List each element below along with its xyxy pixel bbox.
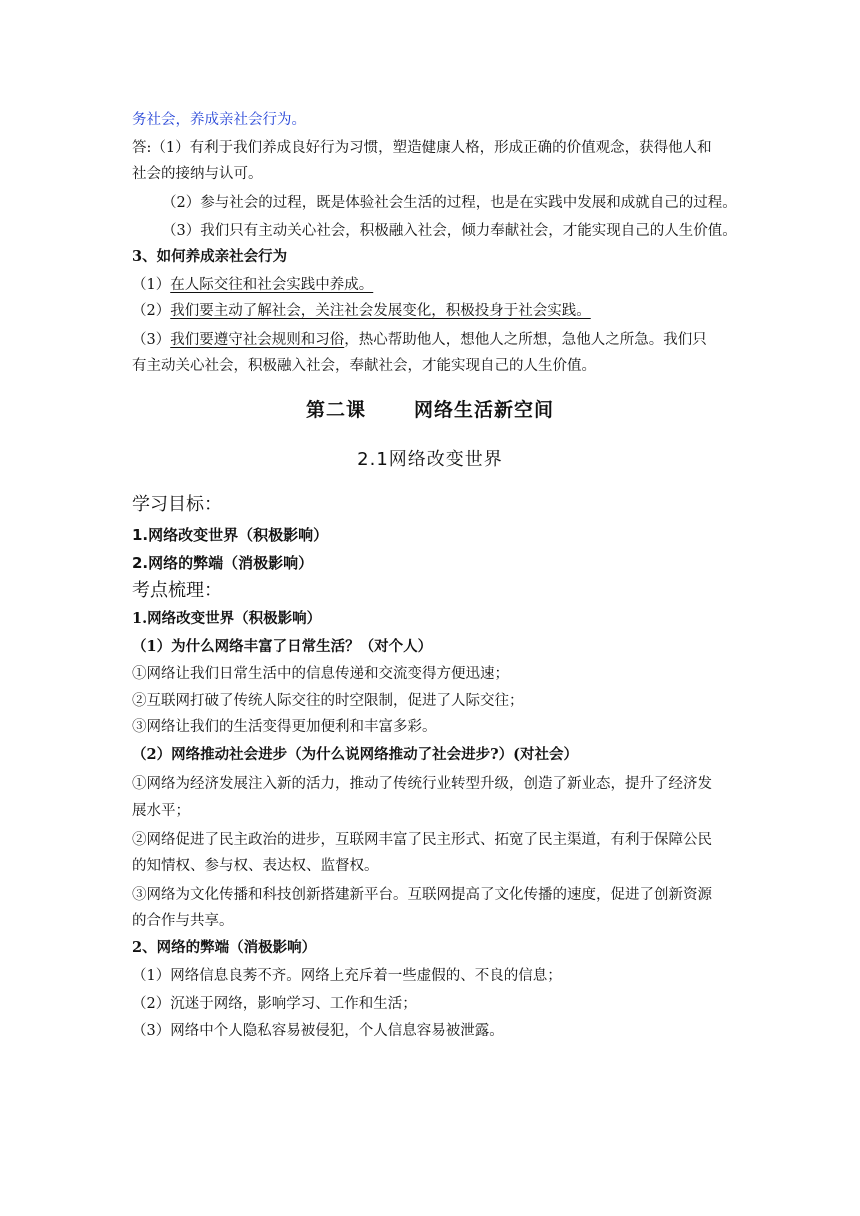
answer-line: ③网络为文化传播和科技创新搭建新平台。互联网提高了文化传播的速度，促进了创新资源 (132, 887, 712, 903)
answer-line: 的知情权、参与权、表达权、监督权。 (132, 858, 379, 874)
underlined-text: 在人际交往和社会实践中养成。 (170, 277, 374, 293)
lesson-name: 网络生活新空间 (414, 399, 555, 421)
answer-line: （3）我们只有主动关心社会，积极融入社会，倾力奉献社会，才能实现自己的人生价值。 (162, 223, 737, 239)
points-subheading: 2、网络的弊端（消极影响） (132, 939, 317, 956)
answer-line: ②互联网打破了传统人际交往的时空限制，促进了人际交往； (132, 693, 524, 709)
answer-line: ③网络让我们的生活变得更加便利和丰富多彩。 (132, 719, 437, 735)
answer-line: 展水平； (132, 803, 190, 819)
blue-text-line: 务社会，养成亲社会行为。 (132, 112, 306, 128)
answer-line: （2）沉迷于网络，影响学习、工作和生活； (132, 996, 417, 1012)
list-item (132, 301, 591, 321)
question-heading: （1）为什么网络丰富了日常生活？（对个人） (132, 638, 433, 655)
answer-line: （1）网络信息良莠不齐。网络上充斥着一些虚假的、不良的信息； (132, 968, 562, 984)
body-text: ，热心帮助他人，想他人之所想，急他人之所急。我们只 (344, 332, 707, 348)
item-number: （2） (132, 303, 171, 319)
answer-line: （2）参与社会的过程，既是体验社会生活的过程，也是在实践中发展和成就自己的过程。 (162, 195, 737, 211)
answer-line: （3）网络中个人隐私容易被侵犯，个人信息容易被泄露。 (132, 1023, 504, 1039)
goals-heading: 学习目标： (132, 494, 222, 515)
question-heading: （2）网络推动社会进步（为什么说网络推动了社会进步?）(对社会） (132, 746, 578, 763)
points-heading: 考点梳理： (132, 580, 222, 601)
answer-line: ①网络让我们日常生活中的信息传递和交流变得方便迅速； (132, 666, 509, 682)
points-subheading: 1.网络改变世界（积极影响） (132, 610, 322, 627)
goal-item: 1.网络改变世界（积极影响） (132, 526, 329, 544)
lesson-number: 第二课 (305, 399, 366, 421)
goal-item: 2.网络的弊端（消极影响） (132, 554, 314, 572)
answer-line: 的合作与共享。 (132, 913, 234, 929)
underlined-text: 我们要遵守社会规则和习俗 (170, 332, 345, 348)
body-text-line: 有主动关心社会，积极融入社会，奉献社会，才能实现自己的人生价值。 (132, 358, 596, 374)
section-heading: 3、如何养成亲社会行为 (132, 248, 288, 265)
answer-line: ①网络为经济发展注入新的活力，推动了传统行业转型升级，创造了新业态，提升了经济发 (132, 776, 712, 792)
section-subtitle: 2.1网络改变世界 (357, 449, 503, 470)
list-item (132, 275, 373, 295)
list-item (132, 330, 707, 350)
item-number: （3） (132, 332, 171, 348)
lesson-title (0, 400, 860, 420)
answer-line: ②网络促进了民主政治的进步，互联网丰富了民主形式、拓宽了民主渠道，有利于保障公民 (132, 832, 712, 848)
answer-line: 答:（1）有利于我们养成良好行为习惯，塑造健康人格，形成正确的价值观念，获得他人和 (132, 140, 712, 156)
underlined-text: 我们要主动了解社会，关注社会发展变化，积极投身于社会实践。 (170, 303, 591, 319)
answer-line: 社会的接纳与认可。 (132, 166, 263, 182)
item-number: （1） (132, 277, 171, 293)
